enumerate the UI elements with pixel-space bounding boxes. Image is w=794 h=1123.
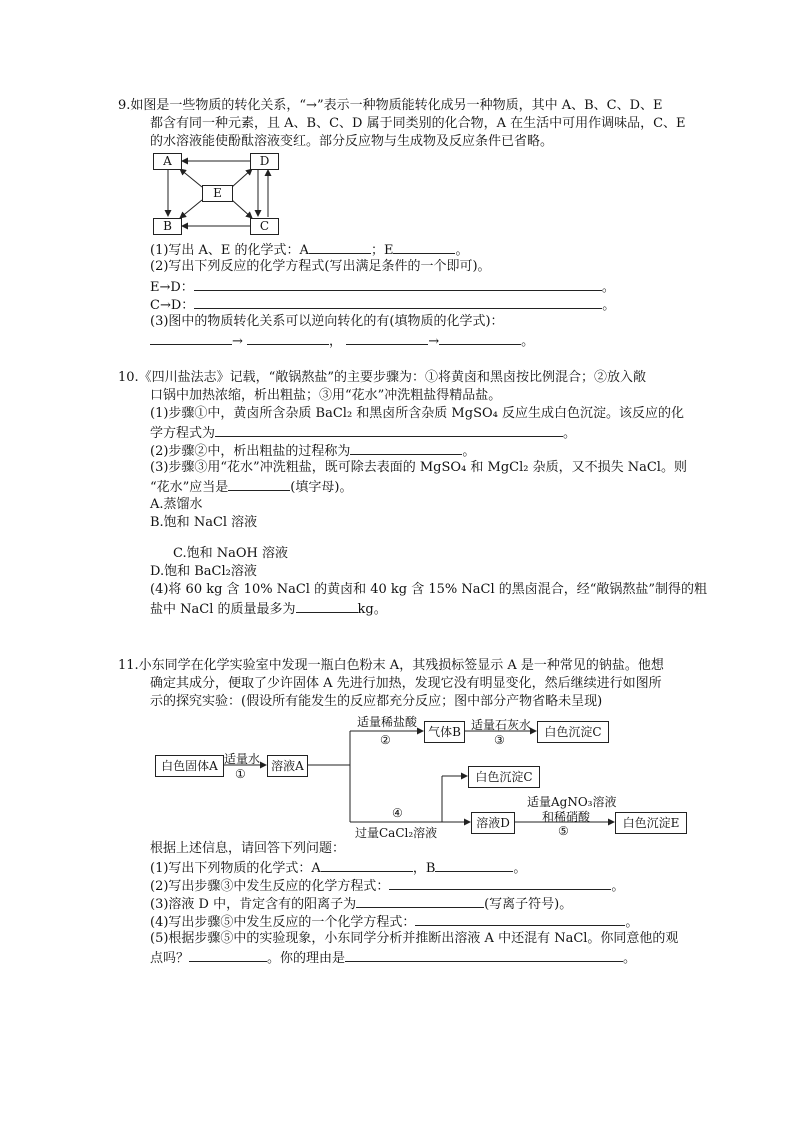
answer-blank-agree[interactable] (189, 948, 267, 962)
q11-line1: 11.小东同学在化学实验室中发现一瓶白色粉末 A，其残损标签显示 A 是一种常见的钠盐。他想 (118, 658, 664, 673)
answer-blank-step5-equation[interactable] (415, 912, 625, 926)
q9-ed-label: E→D： (150, 280, 194, 295)
q11-p4-text: (4)写出步骤⑤中发生反应的一个化学方程式： (150, 915, 416, 930)
q10-p3b-text: “花水”应当是 (150, 480, 229, 495)
q10-p4b-text: 盐中 NaCl 的质量最多为 (150, 602, 296, 617)
answer-blank-step3-equation[interactable] (389, 876, 611, 890)
q10-p4c-text: kg。 (357, 602, 387, 617)
q9-comma: ， (329, 334, 343, 349)
q11-p5b-text: 点吗？ (150, 951, 190, 966)
q11-part4 (150, 912, 638, 932)
q11-p4-end: 。 (625, 915, 639, 930)
q11-line2: 确定其成分，便取了少许固体 A 先进行加热，发现它没有明显变化，然后继续进行如图所 (150, 676, 662, 691)
q10-option-d: D.饱和 BaCl₂溶液 (150, 564, 257, 579)
q9-arrow-1: → (232, 334, 243, 349)
q11-part2 (150, 876, 624, 896)
q11-part5a: (5)根据步骤⑤中的实验现象，小东同学分析并推断出溶液 A 中还混有 NaCl。你同意他的观 (150, 931, 679, 946)
q11-p5c-text: 。你的理由是 (267, 951, 346, 966)
q11-p1-end: 。 (513, 861, 527, 876)
q10-option-b: B.饱和 NaCl 溶液 (150, 515, 258, 530)
q9-line2: 都含有同一种元素，且 A、B、C、D 属于同类别的化合物，A 在生活中可用作调味品，C、E (150, 116, 686, 131)
q10-part1a: (1)步骤①中，黄卤所含杂质 BaCl₂ 和黑卤所含杂质 MgSO₄ 反应生成白色沉淀。该反应的化 (150, 406, 684, 421)
flow-gas-b: 气体B (424, 721, 465, 743)
q9-arrow-2: → (428, 334, 440, 349)
flow-solution-d: 溶液D (471, 812, 515, 834)
flow-precipitate-c-2: 白色沉淀C (468, 766, 540, 788)
answer-blank-formula-b[interactable] (435, 858, 513, 872)
q9-cd-end: 。 (602, 298, 616, 313)
q11-line3: 示的探究实验：(假设所有能发生的反应都充分反应；图中部分产物省略未呈现) (150, 694, 603, 709)
flow-white-solid-a: 白色固体A (155, 755, 224, 777)
reagent-nitric-acid: 和稀硝酸 (542, 810, 591, 824)
q10-p1b-text: 学方程式为 (150, 426, 216, 441)
step-4-marker: ④ (392, 806, 403, 820)
q11-p1-text-a: (1)写出下列物质的化学式：A (150, 861, 321, 876)
step-5-marker: ⑤ (558, 824, 569, 838)
node-c: C (250, 218, 279, 235)
q11-intro: 根据上述信息，请回答下列问题： (150, 841, 346, 856)
answer-blank-cation[interactable] (356, 894, 484, 908)
q9-part3: (3)图中的物质转化关系可以逆向转化的有(填物质的化学式)： (150, 314, 504, 329)
answer-blank-reason[interactable] (345, 948, 623, 962)
q10-p2-text: (2)步骤②中，析出粗盐的过程称为 (150, 444, 351, 459)
q10-p1-end: 。 (563, 426, 577, 441)
q11-p5-end: 。 (623, 951, 637, 966)
flow-precipitate-c-1: 白色沉淀C (537, 721, 609, 743)
q9-p1-end: 。 (455, 243, 469, 258)
q11-part3 (150, 894, 572, 914)
q10-option-a: A.蒸馏水 (150, 497, 203, 512)
q9-part2: (2)写出下列反应的化学方程式(写出满足条件的一个即可)。 (150, 259, 491, 274)
node-b: B (153, 218, 182, 235)
q9-line3: 的水溶液能使酚酞溶液变红。部分反应物与生成物及反应条件已省略。 (150, 134, 554, 149)
reagent-limewater: 适量石灰水 (471, 718, 532, 732)
q10-p2-end: 。 (462, 444, 476, 459)
node-d: D (250, 153, 279, 170)
flow-solution-a: 溶液A (267, 755, 308, 777)
reagent-agno3: 适量AgNO₃溶液 (527, 795, 617, 809)
q11-p2-text: (2)写出步骤③中发生反应的化学方程式： (150, 879, 390, 894)
step-3-marker: ③ (494, 733, 505, 747)
q11-part1 (150, 858, 526, 878)
node-e: E (202, 185, 233, 202)
q10-line2: 口锅中加热浓缩，析出粗盐；③用“花水”冲洗粗盐得精品盐。 (150, 388, 502, 403)
reagent-dilute-hcl: 适量稀盐酸 (357, 715, 418, 729)
q11-p2-end: 。 (611, 879, 625, 894)
node-a: A (153, 153, 182, 170)
q9-period: 。 (521, 334, 535, 349)
answer-blank-formula-a[interactable] (321, 858, 413, 872)
q9-p1-text-a: (1)写出 A、E 的化学式：A (150, 243, 309, 258)
q10-part4a: (4)将 60 kg 含 10% NaCl 的黄卤和 40 kg 含 15% NaCl 的黑卤混合，经“敞锅熬盐”制得的粗 (150, 582, 708, 597)
q9-line1: 9.如图是一些物质的转化关系，“→”表示一种物质能转化成另一种物质，其中 A、B、C、D、E (118, 98, 663, 113)
q11-p3-text: (3)溶液 D 中，肯定含有的阳离子为 (150, 897, 357, 912)
q11-part5b (150, 948, 636, 968)
q11-p1-text-b: ，B (412, 861, 436, 876)
q10-part3a: (3)步骤③用“花水”冲洗粗盐，既可除去表面的 MgSO₄ 和 MgCl₂ 杂质，又不损失 NaCl。则 (150, 460, 687, 475)
q9-ed-end: 。 (601, 280, 615, 295)
reagent-water: 适量水 (224, 752, 261, 766)
step-2-marker: ② (380, 733, 391, 747)
reagent-cacl2: 过量CaCl₂溶液 (355, 826, 438, 840)
q10-line1: 10.《四川盐法志》记载，“敞锅熬盐”的主要步骤为：①将黄卤和黑卤按比例混合；②放入敞 (118, 370, 646, 385)
q9-cd-label: C→D： (150, 298, 195, 313)
step-1-marker: ① (235, 767, 246, 781)
q10-option-c: C.饱和 NaOH 溶液 (173, 546, 289, 561)
q10-p3c-text: (填字母)。 (290, 480, 353, 495)
q11-p3-end: (写离子符号)。 (484, 897, 573, 912)
flow-precipitate-e: 白色沉淀E (615, 812, 687, 834)
q9-p1-text-b: ；E (370, 243, 394, 258)
